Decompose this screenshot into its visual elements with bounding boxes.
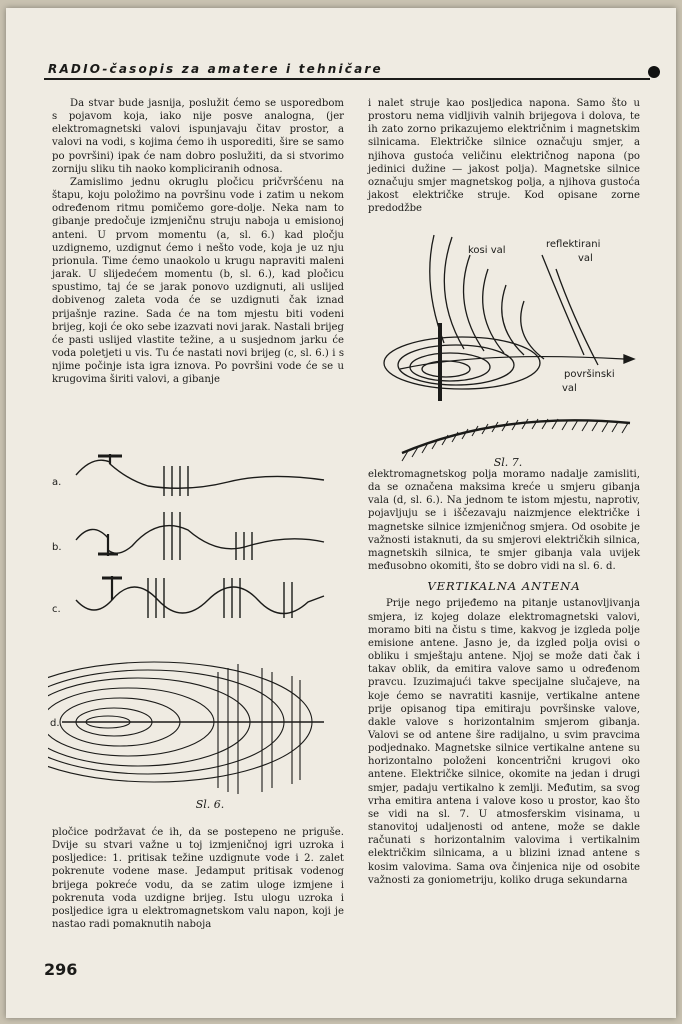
header-dot [648, 66, 660, 78]
figure-6-label-a: a. [52, 477, 62, 488]
arrows-b [164, 512, 252, 560]
left-column-bottom [52, 826, 344, 931]
figure-6-label-b: b. [52, 542, 62, 553]
label-reflected-wave-2: val [578, 253, 593, 264]
figure-6-caption: Sl. 6. [195, 798, 225, 811]
label-surface-wave-2: val [562, 383, 577, 394]
wave-b [76, 526, 324, 554]
page-number: 296 [44, 960, 78, 979]
wave-a [76, 460, 324, 488]
paragraph: elektromagnetskog polja moramo nadalje zamisliti, da se označena maksima kreće u smjeru gibanja vala (d, sl. 6.). Na jednom te istom mjestu, naprotiv, pojavljuju se i iščezavaju naizmjence električke i magnetske silnice izmjeničnog smjera. Od osobite je važnosti istaknuti, da su smjerovi električkih silnica, magnetskih silnica, te smjer gibanja vala uvijek međusobno okomiti, što se dobro vidi na sl. 6. d. [368, 469, 640, 573]
label-surface-wave-1: površinski [564, 369, 615, 380]
header-rule [44, 78, 650, 80]
right-column-top [368, 97, 640, 215]
running-header [44, 60, 660, 82]
figure-7-caption: Sl. 7. [493, 456, 523, 469]
paragraph: i nalet struje kao posljedica napona. Samo što u prostoru nema vidljivih valnih brijegova i dolova, te ih zato zorno prikazujemo električnim i magnetskim silnicama. Električke silnice označuju smjer, a njihova gustoća veličinu električnog napona (po jedinici dužine — jakost polja). Magnetske silnice označuju smjer magnetskog polja, a njihova gustoća jakost električke struje. Kod opisane zorne predodžbe [368, 98, 640, 215]
paragraph: pločice podržavat će ih, da se postepeno ne priguše. Dvije su stvari važne u toj izmjeničnoj igri uzroka i posljedice: 1. pritisak težine uzdignute vode i 2. zalet pokrenute vodene mase. Jedamput pritisak vodenog brijega pokreće vodu, da se zatim uloge izmjene i pokrenuta voda uzdigne brijeg. Istu ulogu uzroka i posljedice igra u elektromagnetskom valu napon, koji je nastao radi pomaknutih naboja [52, 827, 344, 931]
wave-c [76, 587, 324, 614]
paragraph: Da stvar bude jasnija, poslužit ćemo se usporedbom s pojavom koja, iako nije posve analogna, (jer elektromagnetski valovi ispunjavaju čitav prostor, a valovi na vodi, s kojima ćemo ih usporediti, šire se samo po površini) ipak će nam dobro poslužiti, da si stvorimo zorniju sliku tih naoko kompliciranih odnosa. [52, 98, 344, 175]
figure-6-label-d: d. [50, 718, 60, 729]
left-column-top [52, 97, 344, 386]
surface-wave-arrow [624, 355, 634, 363]
arrows-a [164, 466, 188, 496]
label-oblique-wave: kosi val [468, 245, 506, 256]
paragraph: Zamislimo jednu okruglu pločicu pričvršćenu na štapu, koju položimo na površinu vode i zatim u nekom određenom ritmu pomičemo gore-dolje. Neka nam to gibanje predočuje izmjeničnu struju naboja u emisionoj anteni. U prvom momentu (a, sl. 6.) kad pločju uzdignemo, uzdignut ćemo i nešto vode, koja je uz nju prionula. Time ćemo unaokolo u krugu napraviti maleni jarak. U slijedećem momentu (b, sl. 6.), kad pločicu spustimo, taj će se jarak ponovo uzdignuti, ali uslijed dobivenog zaleta voda će se uzdignuti čak iznad prijašnje razine. Sada će na tom mjestu biti vodeni brijeg, koji će oko sebe izazvati novi jarak. Nastali brijeg će pasti uslijed vlastite težine, a u susjednom jarku će voda poletjeti u vis. Tu će nastati novi brijeg (c, sl. 6.) i s njime počinje ista igra iznova. Po površini vode će se u krugovima širiti valovi, a gibanje [52, 176, 344, 386]
field-ellipses-7 [384, 337, 540, 389]
journal-title: RADIO-časopis za amatere i tehničare [48, 62, 383, 76]
right-column-bottom [368, 468, 640, 887]
figure-7 [372, 225, 642, 475]
reflected-wavefronts [542, 255, 598, 365]
figure-6 [48, 450, 344, 810]
arrows-c [148, 578, 292, 618]
label-reflected-wave-1: reflektirani [546, 239, 601, 250]
section-heading: VERTIKALNA ANTENA [427, 579, 581, 594]
figure-6-label-c: c. [52, 604, 61, 615]
paragraph: Prije nego prijeđemo na pitanje ustanovljivanja smjera, iz kojeg dolaze elektromagnetski valovi, moramo biti na čistu s time, kakvog je izgleda polje emisione antene. Jasno je, da izgled polja ovisi o obliku i smještaju antene. Njoj se može dati čak i takav oblik, da emitira valove samo u određenom pravcu. Izuzimajući takve specijalne slučajeve, na koje ćemo se navratiti kasnije, vertikalne antene prije opisanog tipa emitiraju površinske valove, dakle valove s horizontalnim smjerom gibanja. Valovi se od antene šire radijalno, u svim pravcima podjednako. Magnetske silnice vertikalne antene su horizontalno položeni koncentrični krugovi oko antene. Električke silnice, okomite na jedan i drugi smjer, padaju vertikalno k zemlji. Međutim, sa svog vrha emitira antena i valove koso u prostor, kao što se vidi na sl. 7. U atmosferskim visinama, u stanovitoj udaljenosti od antene, može se dakle računati s horizontalnim valovima i vertikalnim električkim silnicama, a u blizini iznad antene s kosim valovima. Sama ova činjenica nije od osobite važnosti za goniometriju, koliko druga sekundarna [368, 598, 640, 886]
surface-wave-direction [400, 357, 624, 369]
